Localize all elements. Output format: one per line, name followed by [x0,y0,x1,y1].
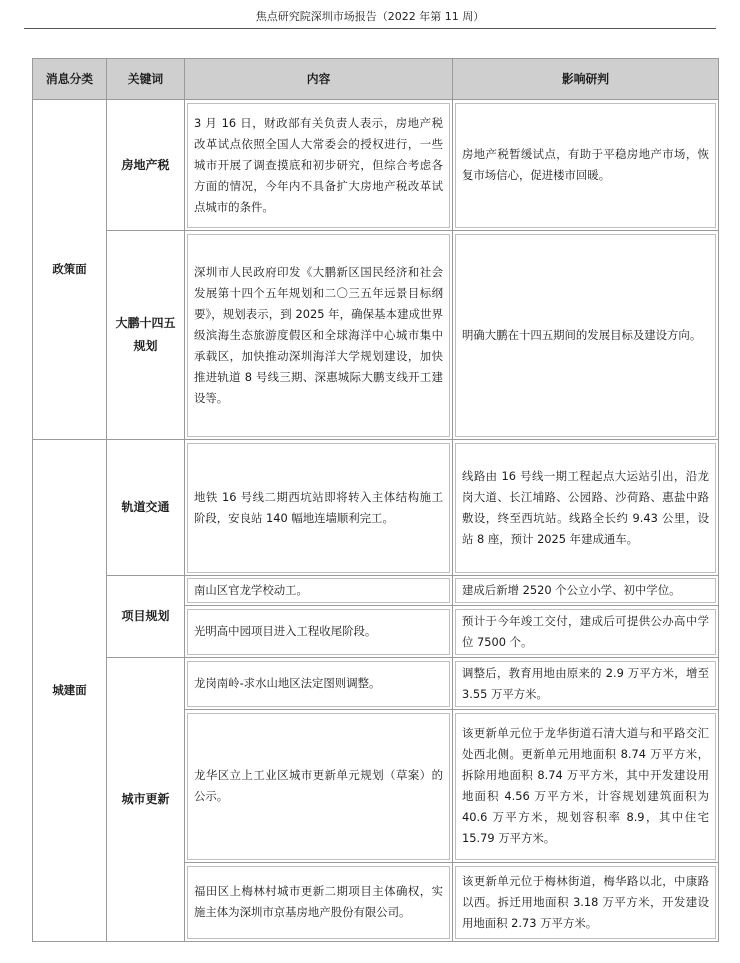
table-row [33,100,719,231]
keyword-text: 项目规划 [121,609,170,623]
content-cell [185,100,453,231]
news-table [32,58,719,942]
page-header: 焦点研究院深圳市场报告（2022 年第 11 周） [255,10,485,23]
content-cell [185,710,453,863]
content-text: 福田区上梅林村城市更新二期项目主体确权，实施主体为深圳市京基房地产股份有限公司。 [194,884,443,919]
content-cell [185,231,453,440]
impact-cell [453,100,719,231]
content-text: 龙岗南岭-求水山地区法定图则调整。 [194,676,381,690]
header-category: 消息分类 [33,59,107,100]
table-row [33,231,719,440]
impact-text: 调整后，教育用地由原来的 2.9 万平方米，增至 3.55 万平方米。 [462,665,709,701]
impact-text: 预计于今年竣工交付，建成后可提供公办高中学位 7500 个。 [462,613,709,649]
category-cell: 城建面 [33,440,107,942]
impact-text: 房地产税暂缓试点，有助于平稳房地产市场，恢复市场信心，促进楼市回暖。 [462,147,709,182]
content-cell [185,440,453,576]
impact-text: 该更新单元位于龙华街道石清大道与和平路交汇处西北侧。更新单元用地面积 8.74 万平方米，拆除用地面积 8.74 万平方米，其中开发建设用地面积 4.56 万平方米，计容规划建筑面积为 40.6 万平方米，规划容积率 8.9，其中住宅 15.79 万平方米。 [462,726,709,845]
impact-cell [453,576,719,606]
impact-cell [453,863,719,942]
keyword-text: 城市更新 [121,792,170,806]
impact-text: 建成后新增 2520 个公立小学、初中学位。 [462,583,681,597]
keyword-cell [107,440,185,576]
impact-text: 明确大鹏在十四五期间的发展目标及建设方向。 [462,327,702,342]
keyword-text: 大鹏十四五规划 [115,316,176,353]
keyword-cell [107,658,185,942]
keyword-cell [107,576,185,658]
table-row [33,658,719,710]
content-text: 南山区官龙学校动工。 [194,583,308,597]
content-cell [185,658,453,710]
impact-cell [453,710,719,863]
content-cell [185,606,453,658]
keyword-cell [107,100,185,231]
table-row [33,576,719,606]
header-impact: 影响研判 [453,59,719,100]
category-cell: 政策面 [33,100,107,440]
keyword-text: 轨道交通 [121,500,170,514]
keyword-cell [107,231,185,440]
table-row [33,440,719,576]
header-content: 内容 [185,59,453,100]
impact-text: 该更新单元位于梅林街道，梅华路以北，中康路以西。拆迁用地面积 3.18 万平方米，开发建设用地面积 2.73 万平方米。 [462,873,709,930]
header-rule [24,28,716,29]
table-header-row [33,59,719,100]
impact-cell [453,440,719,576]
content-text: 龙华区立上工业区城市更新单元规划（草案）的公示。 [194,768,443,803]
impact-text: 线路由 16 号线一期工程起点大运站引出，沿龙岗大道、长江埔路、公园路、沙荷路、惠盐中路敷设，终至西坑站。线路全长约 9.43 公里，设站 8 座，预计 2025 年建成通车。 [462,468,709,546]
content-cell [185,863,453,942]
keyword-text: 房地产税 [121,157,170,172]
impact-cell [453,658,719,710]
content-text: 3 月 16 日，财政部有关负责人表示，房地产税改革试点依照全国人大常委会的授权进行，一些城市开展了调查摸底和初步研究，但综合考虑各方面的情况，今年内不具备扩大房地产税改革试点城市的条件。 [194,115,443,214]
content-cell [185,576,453,606]
content-text: 深圳市人民政府印发《大鹏新区国民经济和社会发展第十四个五年规划和二〇三五年远景目标纲要》，规划表示，到 2025 年，确保基本建成世界级滨海生态旅游度假区和全球海洋中心城市集中承载区，加快推动深圳海洋大学规划建设，加快推进轨道 8 号线三期、深惠城际大鹏支线开工建设等。 [194,264,443,405]
impact-cell [453,606,719,658]
impact-cell [453,231,719,440]
content-text: 地铁 16 号线二期西坑站即将转入主体结构施工阶段，安良站 140 幅地连墙顺利完工。 [194,489,443,525]
header-keyword: 关键词 [107,59,185,100]
content-text: 光明高中园项目进入工程收尾阶段。 [194,624,377,638]
